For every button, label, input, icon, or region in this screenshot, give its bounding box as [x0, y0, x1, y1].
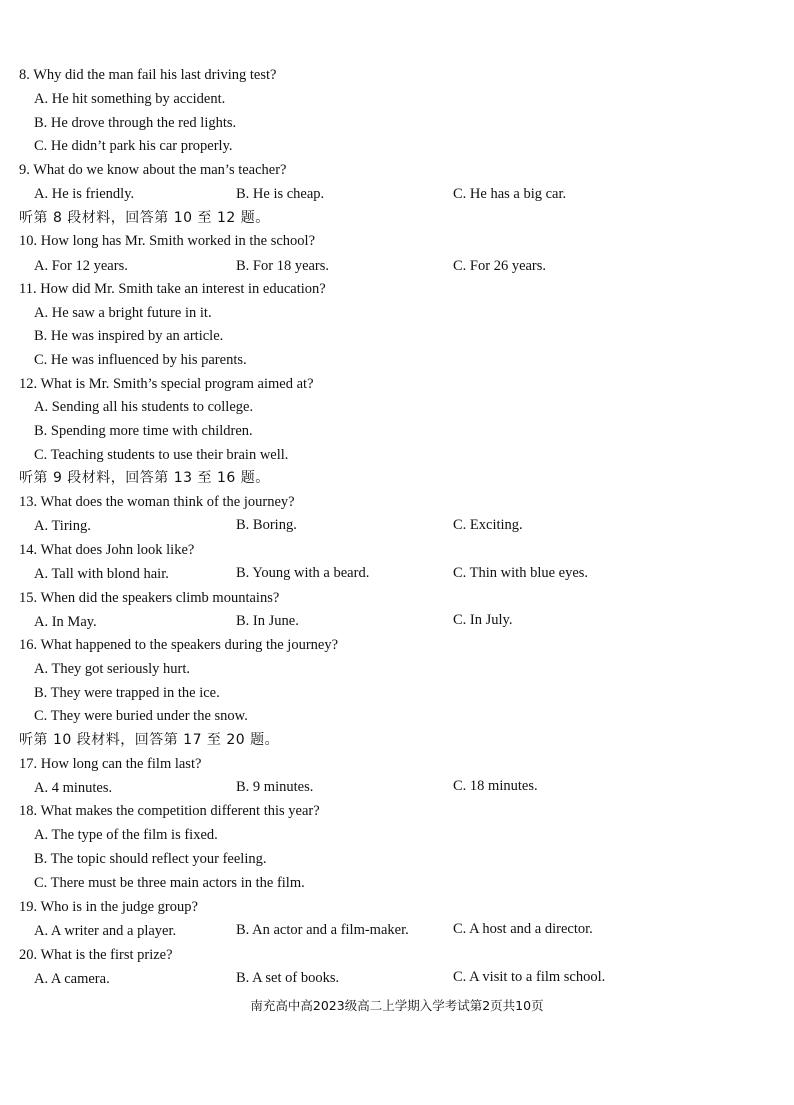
question-13-option-a: A. Tiring. — [34, 518, 91, 534]
question-17-option-c: C. 18 minutes. — [453, 778, 538, 794]
question-20-option-c: C. A visit to a film school. — [453, 969, 606, 985]
question-10-option-b: B. For 18 years. — [236, 258, 330, 274]
question-14-option-a: A. Tall with blond hair. — [34, 566, 169, 582]
question-19-stem: 19. Who is in the judge group? — [19, 899, 198, 915]
question-9-option-a: A. He is friendly. — [34, 186, 135, 202]
question-11-option-c: C. He was influenced by his parents. — [34, 352, 247, 368]
question-13-stem: 13. What does the woman think of the journey? — [19, 494, 295, 510]
question-12-option-c: C. Teaching students to use their brain well. — [34, 447, 289, 463]
question-10-option-a: A. For 12 years. — [34, 258, 128, 274]
question-12-stem: 12. What is Mr. Smith’s special program aimed at? — [19, 376, 314, 392]
question-13-option-b: B. Boring. — [236, 517, 297, 533]
question-10-stem: 10. How long has Mr. Smith worked in the school? — [19, 233, 316, 249]
section-10-instruction: 听第 10 段材料，回答第 17 至 20 题。 — [19, 732, 280, 748]
question-16-option-b: B. They were trapped in the ice. — [34, 685, 220, 701]
question-14-option-b: B. Young with a beard. — [236, 565, 370, 581]
question-15-option-c: C. In July. — [453, 612, 513, 628]
section-8-instruction: 听第 8 段材料，回答第 10 至 12 题。 — [19, 210, 270, 226]
question-13-option-c: C. Exciting. — [453, 517, 523, 533]
question-18-option-c: C. There must be three main actors in the film. — [34, 875, 305, 891]
question-17-stem: 17. How long can the film last? — [19, 756, 202, 772]
question-12-option-b: B. Spending more time with children. — [34, 423, 253, 439]
question-16-stem: 16. What happened to the speakers during the journey? — [19, 637, 339, 653]
question-18-option-a: A. The type of the film is fixed. — [34, 827, 218, 843]
question-9-option-b: B. He is cheap. — [236, 186, 325, 202]
question-9-option-c: C. He has a big car. — [453, 186, 567, 202]
page-footer: 南充高中高2023级高二上学期入学考试第2页共10页 — [250, 998, 544, 1013]
question-8-option-a: A. He hit something by accident. — [34, 91, 226, 107]
question-8-option-c: C. He didn’t park his car properly. — [34, 138, 233, 154]
section-9-instruction: 听第 9 段材料，回答第 13 至 16 题。 — [19, 470, 270, 486]
question-18-stem: 18. What makes the competition different this year? — [19, 803, 320, 819]
question-8-option-b: B. He drove through the red lights. — [34, 115, 237, 131]
question-17-option-b: B. 9 minutes. — [236, 779, 314, 795]
question-15-stem: 15. When did the speakers climb mountains? — [19, 590, 280, 606]
question-19-option-c: C. A host and a director. — [453, 921, 593, 937]
question-16-option-c: C. They were buried under the snow. — [34, 708, 248, 724]
question-19-option-b: B. An actor and a film-maker. — [236, 922, 409, 938]
question-8-stem: 8. Why did the man fail his last driving test? — [19, 67, 277, 83]
question-20-option-b: B. A set of books. — [236, 970, 340, 986]
question-11-option-a: A. He saw a bright future in it. — [34, 305, 212, 321]
question-20-stem: 20. What is the first prize? — [19, 947, 173, 963]
question-9-stem: 9. What do we know about the man’s teacher? — [19, 162, 287, 178]
question-17-option-a: A. 4 minutes. — [34, 780, 113, 796]
question-11-option-b: B. He was inspired by an article. — [34, 328, 224, 344]
question-16-option-a: A. They got seriously hurt. — [34, 661, 190, 677]
question-18-option-b: B. The topic should reflect your feeling. — [34, 851, 267, 867]
question-15-option-b: B. In June. — [236, 613, 299, 629]
question-19-option-a: A. A writer and a player. — [34, 923, 177, 939]
question-14-option-c: C. Thin with blue eyes. — [453, 565, 589, 581]
question-15-option-a: A. In May. — [34, 614, 97, 630]
question-11-stem: 11. How did Mr. Smith take an interest in education? — [19, 281, 326, 297]
question-12-option-a: A. Sending all his students to college. — [34, 399, 254, 415]
question-10-option-c: C. For 26 years. — [453, 258, 547, 274]
question-20-option-a: A. A camera. — [34, 971, 110, 987]
question-14-stem: 14. What does John look like? — [19, 542, 195, 558]
